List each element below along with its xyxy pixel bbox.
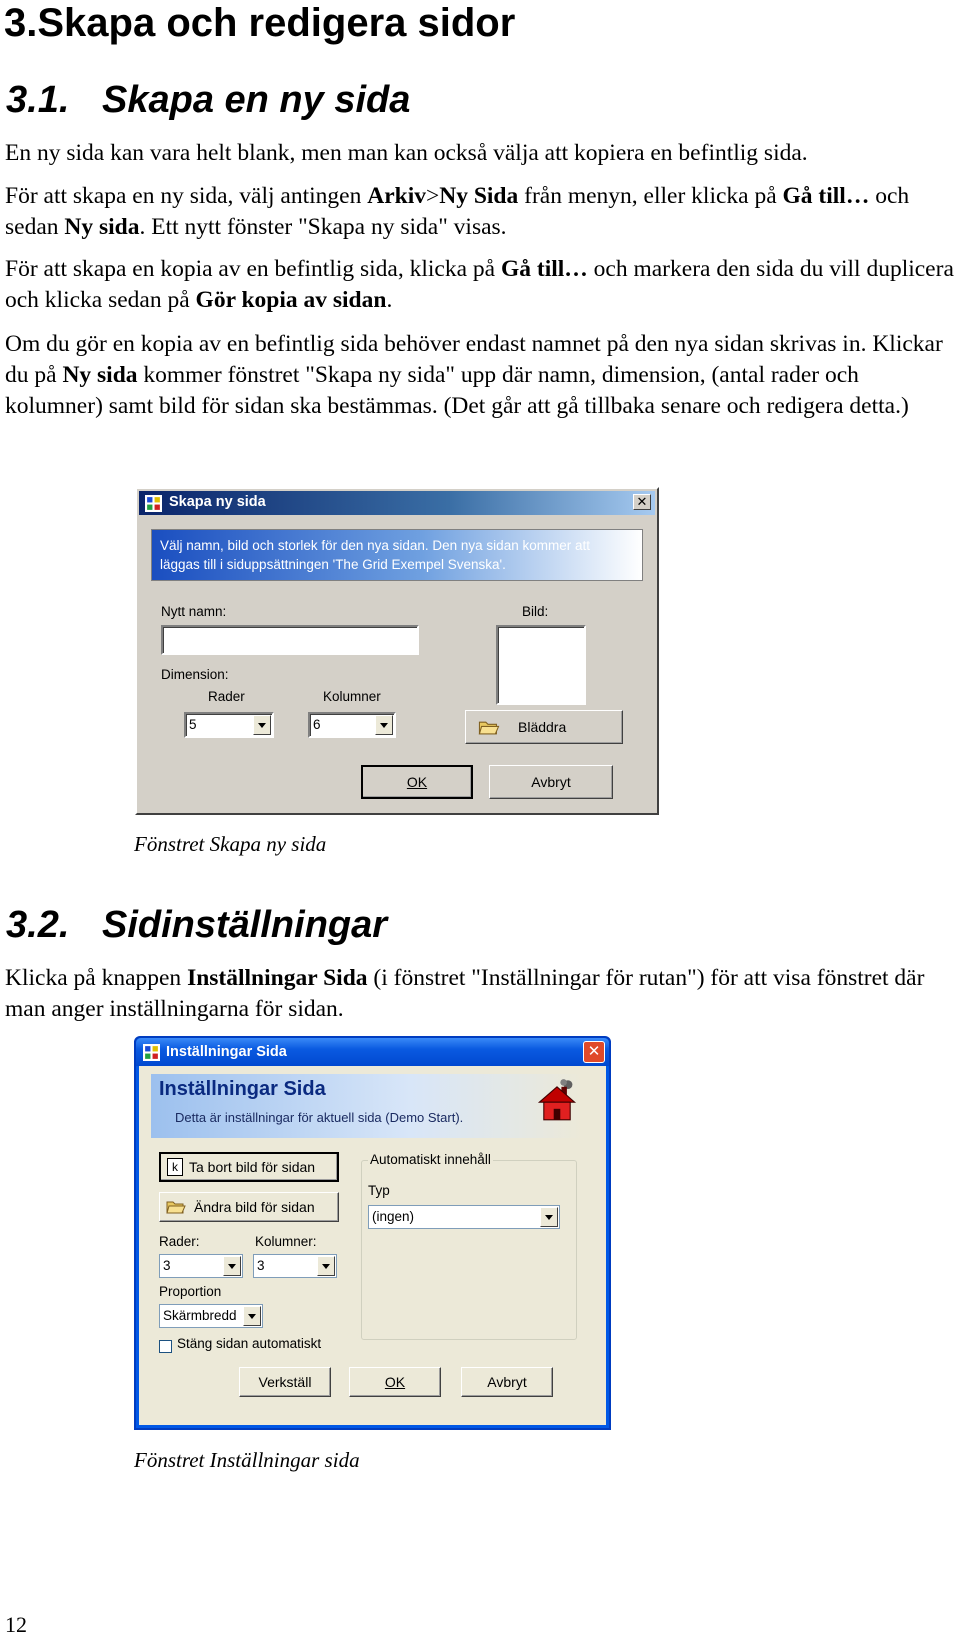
text-run: Klicka på knappen (5, 965, 188, 991)
remove-image-icon: k (167, 1158, 183, 1176)
bold-run: Gå till… (500, 256, 588, 282)
text-run: . Ett nytt fönster "Skapa ny sida" visas. (139, 214, 507, 240)
dialog-titlebar[interactable] (136, 1038, 609, 1066)
autoclose-checkbox[interactable] (159, 1340, 172, 1353)
proportion-label: Proportion (159, 1284, 222, 1299)
rows-value: 3 (163, 1258, 171, 1273)
cancel-label: Avbryt (531, 774, 571, 790)
dialog-titlebar[interactable] (139, 491, 655, 515)
image-preview (496, 625, 586, 705)
dialog-title: Skapa ny sida (169, 494, 266, 510)
text-run: > (425, 183, 440, 209)
type-value: (ingen) (372, 1209, 415, 1224)
rows-select[interactable] (184, 712, 274, 738)
image-label: Bild: (522, 604, 549, 619)
columns-label: Kolumner: (255, 1234, 317, 1249)
chevron-down-icon[interactable] (375, 715, 393, 735)
text-run: och markera den sida du vill duplicera och klicka sedan på (5, 256, 954, 313)
chevron-down-icon[interactable] (223, 1256, 241, 1276)
section-number: 3.2. (6, 904, 70, 946)
section-heading-3-2 (6, 903, 387, 947)
columns-select[interactable] (253, 1254, 337, 1278)
rows-label: Rader: (159, 1234, 200, 1249)
chevron-down-icon[interactable] (317, 1256, 335, 1276)
ok-label: OK (384, 1374, 406, 1390)
ok-button[interactable] (361, 765, 473, 799)
cancel-button[interactable] (489, 765, 613, 799)
settings-header (151, 1074, 583, 1138)
folder-open-icon (166, 1199, 186, 1215)
auto-content-group (361, 1152, 577, 1340)
create-page-dialog (135, 487, 659, 815)
app-icon (145, 495, 162, 512)
text-run: För att skapa en kopia av en befintlig sida, klicka på (5, 256, 501, 282)
close-button[interactable] (633, 494, 651, 510)
remove-image-label: Ta bort bild för sidan (189, 1159, 316, 1175)
paragraph-page-settings (5, 963, 955, 1025)
close-icon: ✕ (636, 494, 648, 509)
paragraph-copy-page (5, 254, 955, 316)
columns-label: Kolumner (323, 689, 381, 704)
text-run: (i fönstret "Inställningar för rutan") för att visa fönstret där man anger inställningarna för sidan. (5, 965, 925, 1022)
info-text: Välj namn, bild och storlek för den nya sidan. Den nya sidan kommer att läggas till i siduppsättningen 'The Grid Exempel Svenska'. (160, 538, 590, 572)
ok-button[interactable] (349, 1367, 441, 1397)
cancel-label: Avbryt (487, 1374, 527, 1390)
ok-label: OK (406, 774, 428, 790)
paragraph-create-new (5, 181, 955, 243)
dialog-body (139, 1066, 606, 1425)
house-icon (535, 1078, 579, 1122)
header-subtitle: Detta är inställningar för aktuell sida (Demo Start). (175, 1110, 464, 1125)
apply-label: Verkställ (258, 1374, 312, 1390)
browse-label: Bläddra (518, 719, 567, 735)
apply-button[interactable] (239, 1367, 331, 1397)
close-button[interactable] (583, 1041, 605, 1063)
type-select[interactable] (368, 1205, 560, 1229)
remove-image-button[interactable] (159, 1152, 339, 1182)
proportion-select[interactable] (159, 1304, 263, 1328)
page-settings-dialog (134, 1036, 611, 1430)
columns-value: 6 (313, 717, 321, 732)
chevron-down-icon[interactable] (243, 1306, 261, 1326)
text-run: kommer fönstret "Skapa ny sida" upp där namn, dimension, (antal rader och kolumner) samt bild för sidan ska bestämmas. (Det går att gå tillbaka senare och redigera detta.) (5, 362, 909, 419)
bold-run: Ny sida (62, 362, 138, 388)
app-icon (143, 1044, 160, 1061)
dialog-title: Inställningar Sida (166, 1044, 287, 1060)
browse-button[interactable] (465, 710, 623, 744)
section-heading-3-1 (6, 78, 410, 122)
chevron-down-icon[interactable] (253, 715, 271, 735)
section-title: Sidinställningar (102, 904, 388, 946)
change-image-label: Ändra bild för sidan (194, 1199, 315, 1215)
text-run: Om du gör en kopia av en befintlig sida behöver endast namnet på den nya sidan skrivas in. Klickar du på (5, 331, 943, 388)
figure-caption-1: Fönstret Skapa ny sida (134, 832, 327, 856)
header-title: Inställningar Sida (159, 1078, 326, 1100)
info-banner (151, 529, 643, 581)
text-run: från menyn, eller klicka på (518, 183, 783, 209)
type-label: Typ (368, 1183, 390, 1198)
paragraph-intro: En ny sida kan vara helt blank, men man kan också välja att kopiera en befintlig sida. (5, 140, 808, 166)
paragraph-copy-details (5, 329, 955, 422)
bold-run: Gå till… (782, 183, 870, 209)
bold-run: Ny Sida (439, 183, 519, 209)
bold-run: Inställningar Sida (187, 965, 368, 991)
close-icon: ✕ (587, 1043, 601, 1060)
rows-value: 5 (189, 717, 197, 732)
text-run: och sedan (5, 183, 910, 240)
bold-run: Gör kopia av sidan (195, 287, 387, 313)
rows-label: Rader (208, 689, 245, 704)
columns-value: 3 (257, 1258, 265, 1273)
rows-select[interactable] (159, 1254, 243, 1278)
auto-content-legend: Automatiskt innehåll (370, 1152, 491, 1167)
page-number: 12 (5, 1612, 27, 1637)
section-number: 3.1. (6, 79, 70, 121)
change-image-button[interactable] (159, 1192, 339, 1222)
figure-caption-2: Fönstret Inställningar sida (134, 1448, 360, 1472)
columns-select[interactable] (308, 712, 396, 738)
text-run: . (386, 287, 393, 313)
bold-run: Arkiv (367, 183, 426, 209)
name-label: Nytt namn: (161, 604, 227, 619)
bold-run: Ny sida (64, 214, 140, 240)
folder-open-icon (478, 719, 500, 736)
section-title: Skapa en ny sida (102, 79, 411, 121)
name-input[interactable] (161, 625, 419, 655)
chevron-down-icon[interactable] (540, 1207, 558, 1227)
text-run: För att skapa en ny sida, välj antingen (5, 183, 368, 209)
autoclose-label: Stäng sidan automatiskt (177, 1336, 322, 1351)
chapter-heading: 3.Skapa och redigera sidor (4, 1, 516, 45)
dimension-label: Dimension: (161, 667, 229, 682)
cancel-button[interactable] (461, 1367, 553, 1397)
proportion-value: Skärmbredd (163, 1308, 237, 1323)
